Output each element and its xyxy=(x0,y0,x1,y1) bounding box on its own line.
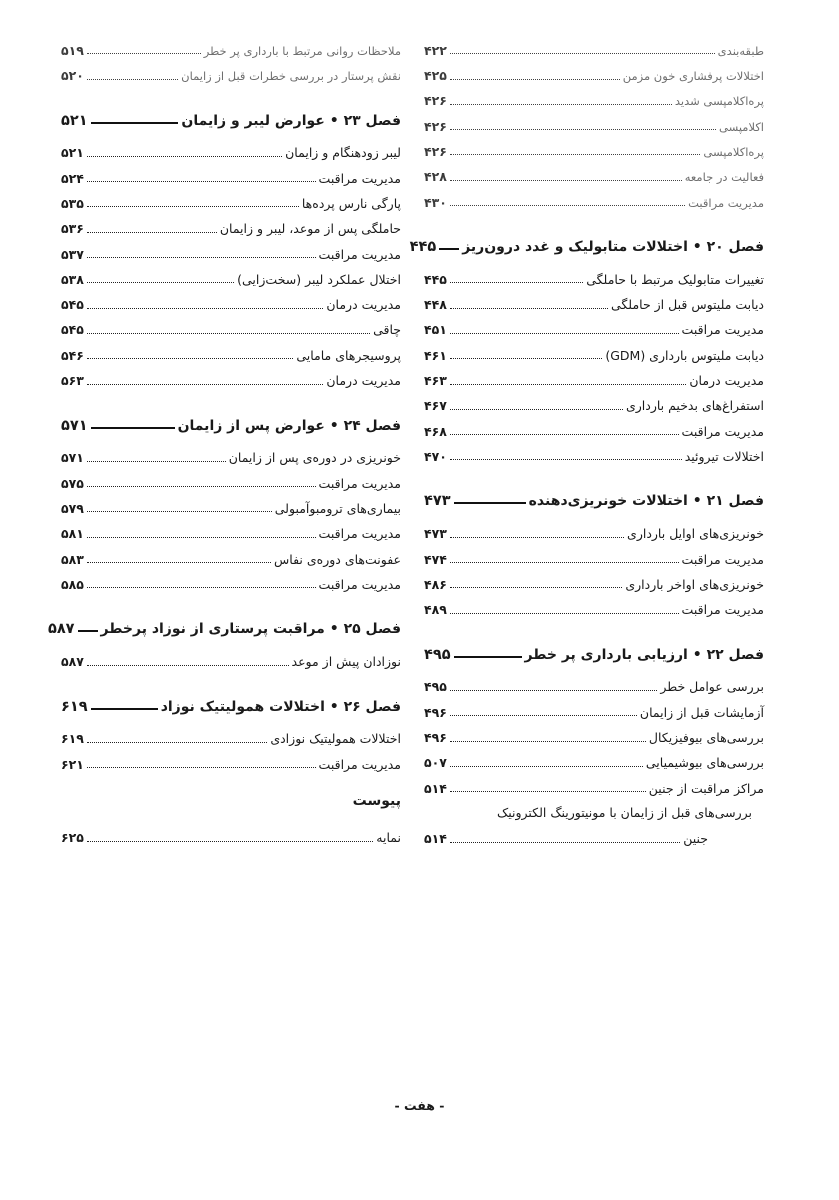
dot-leader xyxy=(450,715,637,716)
toc-entry xyxy=(424,438,764,463)
chapter-heading xyxy=(409,229,764,256)
toc-entry xyxy=(61,337,401,362)
toc-entry xyxy=(61,185,401,210)
toc-page-number: ۴۴۵ xyxy=(424,271,447,287)
toc-page-number: ۵۲۱ xyxy=(61,145,84,161)
toc-entry-title: مدیریت مراقبت xyxy=(681,602,764,618)
toc-entry xyxy=(61,160,401,185)
dot-leader xyxy=(87,742,267,743)
chapter-leader-line xyxy=(78,630,98,632)
toc-page-number: ۵۶۳ xyxy=(61,373,84,389)
dot-leader xyxy=(87,232,217,233)
toc-entry xyxy=(424,286,764,311)
dot-leader xyxy=(450,282,583,283)
toc-entry-title: استفراغ‌های بدخیم بارداری xyxy=(625,398,764,414)
toc-page-number: ۵۸۷ xyxy=(61,654,84,670)
toc-entry-title: آزمایشات قبل از زایمان xyxy=(639,704,764,720)
toc-column-left xyxy=(47,32,401,846)
dot-leader xyxy=(450,537,624,538)
dot-leader xyxy=(87,181,316,182)
toc-entry-title: نمایه xyxy=(376,830,401,846)
toc-page-number: ۴۶۱ xyxy=(424,347,447,363)
dot-leader xyxy=(87,333,370,334)
toc-entry xyxy=(61,286,401,311)
toc-entry xyxy=(424,108,764,133)
toc-entry-title: مدیریت مراقبت xyxy=(688,195,764,210)
chapter-page-number: ۴۷۳ xyxy=(424,493,451,510)
toc-entry xyxy=(424,83,764,108)
toc-entry-title: لیبر زودهنگام و زایمان xyxy=(285,145,401,161)
toc-entry-title: فعالیت در جامعه xyxy=(684,170,764,185)
toc-entry xyxy=(61,57,401,82)
toc-entry-title: چاقی xyxy=(373,322,401,338)
toc-entry-title: خونریزی‌های اوایل بارداری xyxy=(627,526,764,542)
toc-page-number: ۴۲۲ xyxy=(424,42,447,58)
toc-entry-title: عفونت‌های دوره‌ی نفاس xyxy=(274,551,401,567)
toc-page-number: ۵۷۱ xyxy=(61,450,84,466)
toc-entry xyxy=(61,746,401,771)
chapter-heading xyxy=(47,611,401,638)
toc-entry-title: مدیریت مراقبت xyxy=(318,526,401,542)
dot-leader xyxy=(450,53,715,54)
chapter-title: فصل ۲۶ • اختلالات همولیتیک نوزاد xyxy=(160,698,401,715)
toc-entry xyxy=(61,465,401,490)
toc-entry-title: مدیریت مراقبت xyxy=(681,322,764,338)
dot-leader xyxy=(450,129,716,130)
toc-page-number: ۵۳۵ xyxy=(61,195,84,211)
dot-leader xyxy=(87,767,316,768)
toc-entry xyxy=(424,32,764,57)
chapter-title: فصل ۲۴ • عوارض پس از زایمان xyxy=(177,417,401,434)
dot-leader xyxy=(450,154,701,155)
toc-page-number: ۴۸۹ xyxy=(424,602,447,618)
dot-leader xyxy=(87,79,178,80)
dot-leader xyxy=(87,537,316,538)
toc-entry-title: حاملگی پس از موعد، لیبر و زایمان xyxy=(219,221,401,237)
toc-entry xyxy=(424,669,764,694)
chapter-leader-line xyxy=(91,708,158,710)
toc-page-number: ۵۰۷ xyxy=(424,755,447,771)
chapter-page-number: ۵۲۱ xyxy=(61,112,88,129)
toc-entry-title: دیابت ملیتوس قبل از حاملگی xyxy=(610,297,764,313)
chapter-page-number: ۴۹۵ xyxy=(424,646,451,663)
dot-leader xyxy=(450,613,679,614)
toc-entry xyxy=(61,721,401,746)
dot-leader xyxy=(87,53,201,54)
toc-page-number: ۴۶۳ xyxy=(424,373,447,389)
chapter-leader-line xyxy=(454,502,526,504)
toc-page-number: ۴۷۴ xyxy=(424,551,447,567)
toc-page-number: ۵۴۵ xyxy=(61,297,84,313)
dot-leader xyxy=(450,842,680,843)
dot-leader xyxy=(87,486,316,487)
toc-page-number: ۴۲۵ xyxy=(424,68,447,84)
dot-leader xyxy=(450,791,646,792)
toc-entry xyxy=(424,745,764,770)
toc-entry-title: مراکز مراقبت از جنین xyxy=(648,780,764,796)
toc-entry-title: مدیریت مراقبت xyxy=(681,551,764,567)
toc-page-number: ۴۲۸ xyxy=(424,169,447,185)
toc-entry-title: پره‌اکلامپسی xyxy=(703,144,764,159)
toc-entry-title: پروسیجرهای مامایی xyxy=(296,347,401,363)
toc-entry xyxy=(61,440,401,465)
toc-entry-title: اختلال عملکرد لیبر (سخت‌زایی) xyxy=(237,271,401,287)
chapter-heading xyxy=(424,637,764,663)
dot-leader xyxy=(450,690,657,691)
toc-page-number: ۵۲۰ xyxy=(61,68,84,84)
toc-entry-title: پارگی نارس پرده‌ها xyxy=(301,195,401,211)
toc-entry xyxy=(61,819,401,844)
toc-entry xyxy=(61,32,401,57)
chapter-page-number: ۶۱۹ xyxy=(61,698,88,715)
toc-page-number: ۶۲۵ xyxy=(61,830,84,846)
chapter-page-number: ۵۸۷ xyxy=(47,621,75,638)
toc-entry-title: پره‌اکلامپسی شدید xyxy=(674,94,764,109)
dot-leader xyxy=(87,511,272,512)
toc-entry xyxy=(424,820,764,845)
toc-entry xyxy=(424,158,764,183)
dot-leader xyxy=(87,358,293,359)
dot-leader xyxy=(450,434,679,435)
toc-page-number: ۴۹۵ xyxy=(424,679,447,695)
toc-entry-title: مدیریت درمان xyxy=(326,297,401,313)
toc-page-number: ۵۳۷ xyxy=(61,246,84,262)
dot-leader xyxy=(87,257,316,258)
dot-leader xyxy=(450,180,682,181)
toc-entry xyxy=(424,337,764,362)
toc-entry-title: اختلالات پرفشاری خون مزمن xyxy=(622,69,764,84)
toc-page-number: ۵۳۶ xyxy=(61,221,84,237)
toc-entry-title: اختلالات تیروئید xyxy=(684,448,764,464)
toc-entry xyxy=(424,261,764,286)
toc-entry xyxy=(424,413,764,438)
toc-page-number: ۴۵۱ xyxy=(424,322,447,338)
chapter-title: فصل ۲۵ • مراقبت پرستاری از نوزاد پرخطر xyxy=(100,621,401,638)
toc-entry xyxy=(424,719,764,744)
chapter-title: فصل ۲۰ • اختلالات متابولیک و غدد درون‌ریز xyxy=(462,239,764,256)
toc-entry-title: ملاحظات روانی مرتبط با بارداری پر خطر xyxy=(203,43,401,58)
toc-page-number: ۵۳۸ xyxy=(61,271,84,287)
toc-entry-title: تغییرات متابولیک مرتبط با حاملگی xyxy=(586,271,764,287)
dot-leader xyxy=(450,562,679,563)
toc-entry-title: دیابت ملیتوس بارداری (GDM) xyxy=(605,347,764,363)
chapter-page-number: ۴۴۵ xyxy=(409,239,437,256)
toc-entry-title: بررسی‌های بیوفیزیکال xyxy=(648,730,764,746)
toc-entry xyxy=(424,133,764,158)
chapter-heading xyxy=(61,689,401,715)
toc-entry-title: خونریزی در دوره‌ی پس از زایمان xyxy=(228,450,401,466)
toc-entry-title: مدیریت مراقبت xyxy=(681,423,764,439)
toc-entry xyxy=(61,362,401,387)
toc-entry-title: خونریزی‌های اواخر بارداری xyxy=(625,576,764,592)
toc-entry xyxy=(61,541,401,566)
toc-entry-title: مدیریت مراقبت xyxy=(318,576,401,592)
toc-page-number: ۵۴۶ xyxy=(61,347,84,363)
toc-entry-title: مدیریت مراقبت xyxy=(318,170,401,186)
toc-page-number: ۴۶۸ xyxy=(424,423,447,439)
toc-page-number: ۶۱۹ xyxy=(61,731,84,747)
toc-entry-title: اکلامپسی xyxy=(718,119,764,134)
toc-page-number: ۵۴۵ xyxy=(61,322,84,338)
toc-entry xyxy=(424,362,764,387)
toc-entry-title: بیماری‌های ترومبوآمبولی xyxy=(274,500,401,516)
toc-page-number: ۵۱۴ xyxy=(424,831,447,847)
toc-entry xyxy=(424,566,764,591)
toc-entry xyxy=(424,57,764,82)
dot-leader xyxy=(450,333,679,334)
dot-leader xyxy=(87,206,299,207)
toc-entry-title: مدیریت مراقبت xyxy=(318,246,401,262)
chapter-title: فصل ۲۱ • اختلالات خونریزی‌دهنده xyxy=(528,493,764,510)
toc-entry xyxy=(61,643,401,668)
section-heading: پیوست xyxy=(352,793,401,810)
toc-entry xyxy=(424,312,764,337)
chapter-heading xyxy=(424,483,764,509)
dot-leader xyxy=(87,384,323,385)
toc-entry-title: طبقه‌بندی xyxy=(717,43,764,58)
toc-page-number: ۵۷۵ xyxy=(61,475,84,491)
toc-page-number: ۵۱۹ xyxy=(61,42,84,58)
toc-entry xyxy=(424,388,764,413)
toc-page-number: ۴۳۰ xyxy=(424,194,447,210)
toc-page-number: ۴۲۶ xyxy=(424,93,447,109)
toc-entry xyxy=(424,515,764,540)
toc-page-number: ۴۷۳ xyxy=(424,526,447,542)
toc-entry xyxy=(61,135,401,160)
dot-leader xyxy=(87,587,316,588)
toc-entry-title: جنین xyxy=(683,831,708,847)
toc-page-number: ۵۷۹ xyxy=(61,500,84,516)
dot-leader xyxy=(87,841,373,842)
toc-page-number: ۴۸۶ xyxy=(424,576,447,592)
toc-entry-title: اختلالات همولیتیک نوزادی xyxy=(270,731,401,747)
toc-page-number: ۴۲۶ xyxy=(424,118,447,134)
chapter-leader-line xyxy=(91,427,175,429)
dot-leader xyxy=(450,308,608,309)
toc-column-right xyxy=(409,32,764,847)
toc-page-number: ۴۲۶ xyxy=(424,143,447,159)
toc-page-number: ۶۲۱ xyxy=(61,756,84,772)
dot-leader xyxy=(450,409,623,410)
toc-page-number: ۴۹۶ xyxy=(424,730,447,746)
chapter-title: فصل ۲۲ • ارزیابی بارداری پر خطر xyxy=(524,646,764,663)
toc-entry xyxy=(424,184,764,209)
chapter-page-number: ۵۷۱ xyxy=(61,417,88,434)
toc-page-number: ۴۴۸ xyxy=(424,297,447,313)
toc-entry xyxy=(424,541,764,566)
chapter-heading xyxy=(61,103,401,129)
toc-page-number: ۴۷۰ xyxy=(424,448,447,464)
toc-entry xyxy=(424,694,764,719)
dot-leader xyxy=(450,741,646,742)
dot-leader xyxy=(87,308,323,309)
toc-entry-wrapped-line: بررسی‌های قبل از زایمان با مونیتورینگ الکترونیک xyxy=(497,805,752,821)
toc-entry-title: بررسی‌های بیوشیمیایی xyxy=(645,755,764,771)
page-footer: - هفت - xyxy=(394,1098,445,1113)
dot-leader xyxy=(450,587,622,588)
dot-leader xyxy=(87,665,289,666)
toc-page-number: ۵۸۱ xyxy=(61,526,84,542)
toc-page-number: ۴۹۶ xyxy=(424,704,447,720)
chapter-leader-line xyxy=(454,656,522,658)
dot-leader xyxy=(450,104,672,105)
dot-leader xyxy=(450,459,682,460)
toc-entry xyxy=(61,236,401,261)
toc-entry-title: نقش پرستار در بررسی خطرات قبل از زایمان xyxy=(181,69,401,84)
chapter-heading xyxy=(61,408,401,434)
toc-page-number: ۵۲۴ xyxy=(61,170,84,186)
dot-leader xyxy=(87,282,234,283)
chapter-title: فصل ۲۳ • عوارض لیبر و زایمان xyxy=(181,112,401,129)
toc-page-number: ۵۸۵ xyxy=(61,576,84,592)
chapter-leader-line xyxy=(91,122,179,124)
toc-entry xyxy=(61,515,401,540)
toc-entry xyxy=(61,490,401,515)
toc-entry-title: نوزادان پیش از موعد xyxy=(291,654,401,670)
dot-leader xyxy=(450,766,643,767)
toc-entry-title: مدیریت درمان xyxy=(689,373,764,389)
dot-leader xyxy=(87,156,282,157)
toc-page-number: ۵۱۴ xyxy=(424,780,447,796)
toc-entry xyxy=(61,312,401,337)
toc-entry xyxy=(61,210,401,235)
toc-entry xyxy=(424,770,764,795)
dot-leader xyxy=(450,384,686,385)
dot-leader xyxy=(87,461,226,462)
dot-leader xyxy=(87,562,271,563)
toc-entry xyxy=(61,261,401,286)
chapter-leader-line xyxy=(439,248,459,250)
toc-entry xyxy=(61,566,401,591)
toc-entry-title: مدیریت مراقبت xyxy=(318,756,401,772)
dot-leader xyxy=(450,205,685,206)
dot-leader xyxy=(450,358,602,359)
toc-entry-title: بررسی عوامل خطر xyxy=(660,679,764,695)
toc-entry xyxy=(424,591,764,616)
toc-entry-title: مدیریت مراقبت xyxy=(318,475,401,491)
toc-page-number: ۵۸۳ xyxy=(61,551,84,567)
toc-entry-title: مدیریت درمان xyxy=(326,373,401,389)
toc-page-number: ۴۶۷ xyxy=(424,398,447,414)
dot-leader xyxy=(450,79,620,80)
